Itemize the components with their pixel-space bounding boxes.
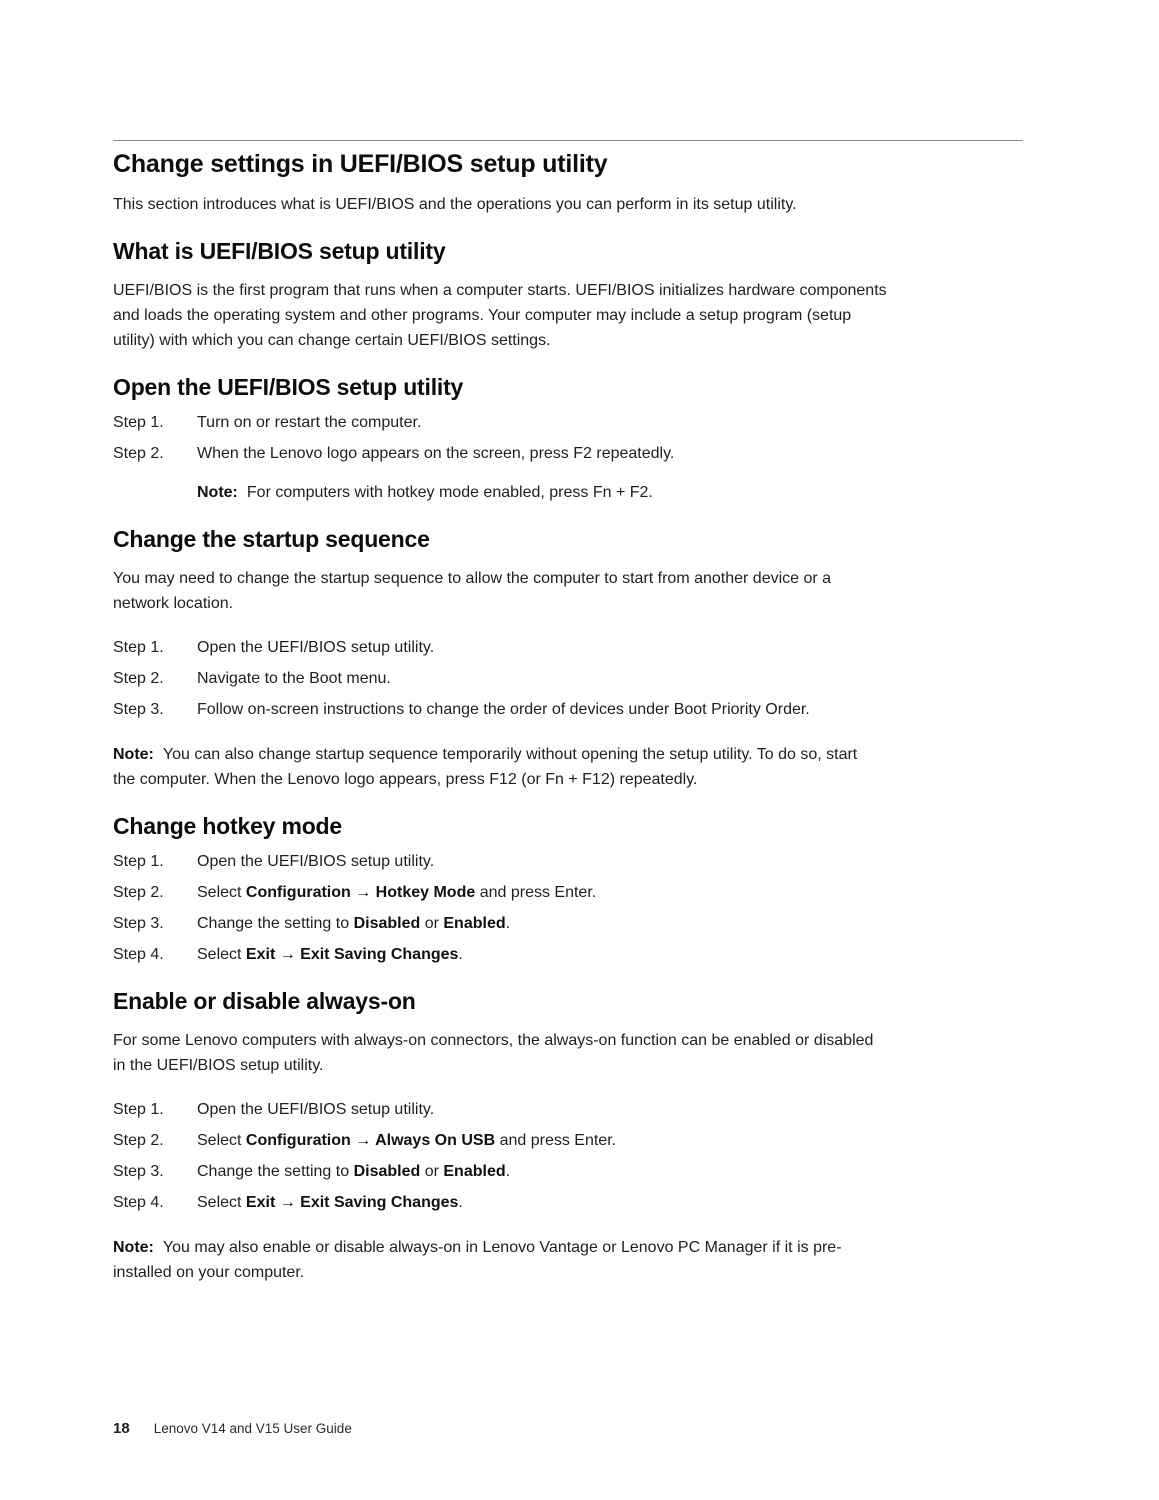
step-row <box>113 911 1023 936</box>
step-text <box>197 1190 463 1215</box>
step-text: When the Lenovo logo appears on the screen, press F2 repeatedly. <box>197 445 675 462</box>
step-label: Step 2. <box>113 670 164 687</box>
step-label: Step 1. <box>113 414 164 431</box>
step-text-segment: Select <box>197 1194 246 1211</box>
page-content <box>0 140 1159 1285</box>
step-row <box>113 666 1023 691</box>
step-text-bold: Enabled <box>443 915 506 932</box>
step-text-segment: Select <box>197 884 246 901</box>
step-row <box>113 1190 1023 1215</box>
step-text-segment: . <box>505 915 511 932</box>
chapter-intro-paragraph <box>113 192 1023 217</box>
what-is-paragraph <box>113 278 1023 353</box>
step-list-change-hotkey-mode <box>113 849 1023 967</box>
step-label: Step 1. <box>113 639 164 656</box>
step-row <box>113 1097 1023 1122</box>
step-label: Step 3. <box>113 1163 164 1180</box>
step-label: Step 3. <box>113 701 164 718</box>
step-text-segment: and press Enter. <box>495 1132 617 1149</box>
step-list-open-setup-utility <box>113 410 1023 505</box>
always-on-paragraph <box>113 1028 1023 1078</box>
step-text <box>197 880 596 905</box>
step-row <box>113 441 1023 466</box>
text-line: in the UEFI/BIOS setup utility. <box>113 1057 324 1074</box>
header-rule <box>113 140 1023 141</box>
step-text-segment: . <box>505 1163 511 1180</box>
note-label: Note: <box>197 484 238 501</box>
step-label: Step 1. <box>113 853 164 870</box>
step-label: Step 1. <box>113 1101 164 1118</box>
step-row <box>113 1128 1023 1153</box>
step-text: Open the UEFI/BIOS setup utility. <box>197 1101 435 1118</box>
step-text-bold: Exit → Exit Saving Changes <box>245 1194 459 1211</box>
step-text <box>197 1159 510 1184</box>
step-text-segment: . <box>458 946 463 963</box>
section-note <box>113 1235 1023 1285</box>
step-text-segment: Change the setting to <box>197 1163 354 1180</box>
step-text <box>197 911 510 936</box>
step-text-segment: or <box>420 1163 444 1180</box>
step-text: Open the UEFI/BIOS setup utility. <box>197 639 435 656</box>
text-line: For some Lenovo computers with always-on connectors, the always-on function can be enabled or disabled <box>113 1032 874 1049</box>
note-text-line: installed on your computer. <box>113 1264 305 1281</box>
step-text-bold: Disabled <box>353 915 421 932</box>
step-list-enable-disable-always-on <box>113 1097 1023 1215</box>
page-number: 18 <box>113 1420 130 1437</box>
step-label: Step 2. <box>113 445 164 462</box>
step-row <box>113 697 1023 722</box>
step-label: Step 4. <box>113 946 164 963</box>
page-footer <box>113 1420 352 1437</box>
step-text <box>197 1128 616 1153</box>
note-label: Note: <box>113 746 154 763</box>
text-line: and loads the operating system and other programs. Your computer may include a setup program (setup <box>113 307 852 324</box>
step-row <box>113 849 1023 874</box>
step-text-segment: or <box>420 915 444 932</box>
step-row <box>113 880 1023 905</box>
section-title-what-is-uefi-bios: What is UEFI/BIOS setup utility <box>113 238 446 264</box>
step-text-segment: Select <box>197 946 246 963</box>
startup-sequence-paragraph <box>113 566 1023 616</box>
note-text-line: You may also enable or disable always-on in Lenovo Vantage or Lenovo PC Manager if it is pre- <box>162 1239 842 1256</box>
step-text-bold: Disabled <box>353 1163 421 1180</box>
note-text: For computers with hotkey mode enabled, press Fn + F2. <box>246 484 653 501</box>
footer-title: Lenovo V14 and V15 User Guide <box>153 1421 352 1436</box>
step-text-segment: Change the setting to <box>197 915 354 932</box>
step-text-bold: Enabled <box>443 1163 506 1180</box>
step-label: Step 2. <box>113 1132 164 1149</box>
step-text: Navigate to the Boot menu. <box>197 670 391 687</box>
text-line: UEFI/BIOS is the first program that runs when a computer starts. UEFI/BIOS initializes hardware components <box>113 282 887 299</box>
step-text <box>197 942 463 967</box>
step-text: Turn on or restart the computer. <box>197 414 422 431</box>
section-note <box>113 742 1023 792</box>
chapter-title: Change settings in UEFI/BIOS setup utility <box>113 150 608 178</box>
step-text: Open the UEFI/BIOS setup utility. <box>197 853 435 870</box>
step-text-bold: Configuration → Always On USB <box>245 1132 496 1149</box>
section-title-open-setup-utility: Open the UEFI/BIOS setup utility <box>113 374 464 400</box>
step-text-bold: Configuration → Hotkey Mode <box>245 884 476 901</box>
step-label: Step 3. <box>113 915 164 932</box>
step-text-segment: . <box>458 1194 463 1211</box>
step-note <box>197 480 1023 505</box>
step-text: Follow on-screen instructions to change the order of devices under Boot Priority Order. <box>197 701 810 718</box>
step-text-segment: and press Enter. <box>475 884 597 901</box>
step-row <box>113 1159 1023 1184</box>
step-text-segment: Select <box>197 1132 246 1149</box>
step-row <box>113 410 1023 435</box>
note-text-line: You can also change startup sequence temporarily without opening the setup utility. To do so, start <box>162 746 858 763</box>
section-title-change-startup-sequence: Change the startup sequence <box>113 526 430 552</box>
text-line: network location. <box>113 595 234 612</box>
text-line: You may need to change the startup sequence to allow the computer to start from another device or a <box>113 570 832 587</box>
section-title-change-hotkey-mode: Change hotkey mode <box>113 813 342 839</box>
step-row <box>113 942 1023 967</box>
text-line: utility) with which you can change certain UEFI/BIOS settings. <box>113 332 551 349</box>
text-line: This section introduces what is UEFI/BIOS and the operations you can perform in its setup utility. <box>113 196 797 213</box>
section-title-enable-disable-always-on: Enable or disable always-on <box>113 988 416 1014</box>
step-row <box>113 635 1023 660</box>
step-text-bold: Exit → Exit Saving Changes <box>245 946 459 963</box>
note-label: Note: <box>113 1239 154 1256</box>
step-list-change-startup-sequence <box>113 635 1023 722</box>
step-label: Step 2. <box>113 884 164 901</box>
step-label: Step 4. <box>113 1194 164 1211</box>
note-text-line: the computer. When the Lenovo logo appears, press F12 (or Fn + F12) repeatedly. <box>113 771 698 788</box>
